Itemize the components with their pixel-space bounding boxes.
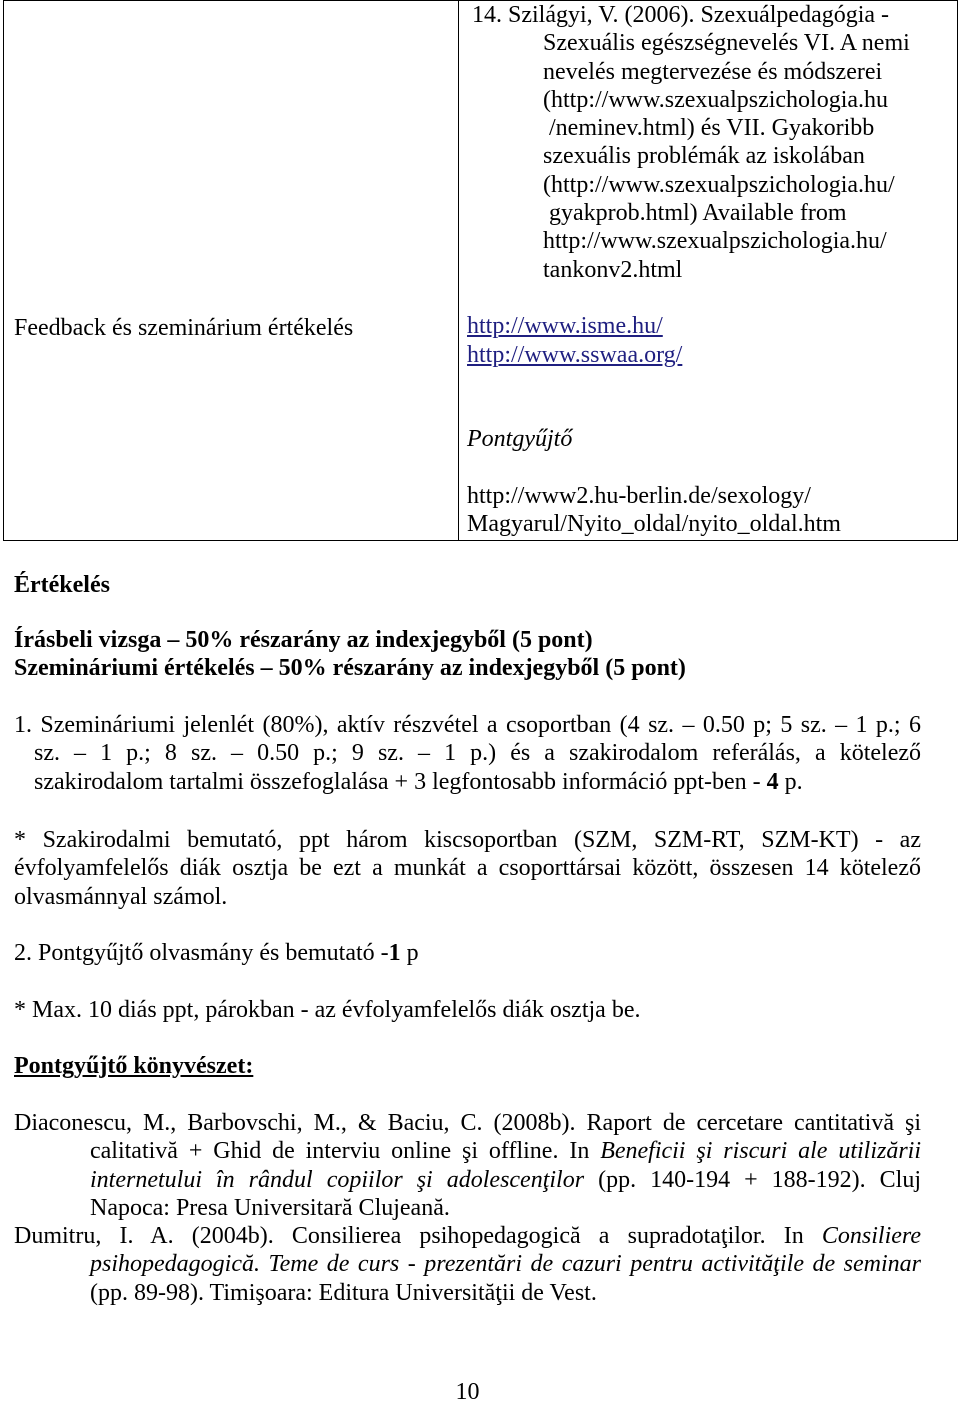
reference-line: http://www.szexualpszichologia.hu/	[543, 228, 887, 255]
bibliography-line	[90, 1166, 921, 1194]
reference-entry-14	[467, 1, 953, 284]
bibliography-text: Dumitru, I. A. (2004b). Consilierea psihopedagogică a supradotaţilor. In	[14, 1223, 822, 1249]
link-isme[interactable]: http://www.isme.hu/	[467, 313, 663, 340]
bibliography-line	[14, 1222, 921, 1250]
table-resources-cell	[467, 1, 953, 539]
link-sswaa[interactable]: http://www.sswaa.org/	[467, 341, 683, 368]
item-2-points: 1	[388, 940, 401, 966]
item-1-last-text: szakirodalom tartalmi összefoglalása + 3 legfontosabb információ ppt-ben -	[34, 768, 767, 795]
bibliography-book-title: Beneficii şi riscuri ale utilizării	[600, 1138, 921, 1165]
seminar-weight: Szemináriumi értékelés – 50% részarány az indexjegyből (5 pont)	[14, 655, 686, 682]
bibliography-line: psihopedagogică. Teme de curs - prezentări de cazuri pentru activităţile de seminar	[90, 1251, 921, 1278]
reference-line: (http://www.szexualpszichologia.hu/	[543, 171, 895, 198]
link-list	[467, 312, 953, 369]
berlin-url	[467, 482, 953, 539]
written-exam-weight: Írásbeli vizsga – 50% részarány az indexjegyből (5 pont)	[14, 627, 593, 653]
bibliography-text: (pp. 140-194 + 188-192). Cluj	[584, 1166, 921, 1193]
note-line: * Szakirodalmi bemutató, ppt három kiscsoportban (SZM, SZM-RT, SZM-KT) - az	[14, 827, 921, 853]
evaluation-note	[14, 826, 921, 911]
reference-line: szexuális problémák az iskolában	[543, 143, 865, 170]
bibliography-line: (pp. 89-98). Timişoara: Editura Universităţii de Vest.	[90, 1279, 597, 1306]
bibliography-book-title: internetului în rândul copiilor şi adolescenţilor	[90, 1166, 585, 1193]
item-1-line: sz. – 1 p.; 8 sz. – 0.50 p.; 9 sz. – 1 p.) és a szakirodalom referálás, a kötelező	[34, 740, 921, 767]
evaluation-item-2	[14, 939, 921, 967]
berlin-url-line: Magyarul/Nyito_oldal/nyito_oldal.htm	[467, 511, 841, 538]
bibliography-line	[90, 1137, 921, 1165]
table-column-divider	[458, 0, 459, 541]
note-line: évfolyamfelelős diák osztja be ezt a munkát a csoporttársai között, összesen 14 kötelező	[14, 855, 921, 882]
evaluation-heading: Értékelés	[14, 572, 110, 598]
reference-line: (http://www.szexualpszichologia.hu	[543, 86, 889, 113]
item-1-points: 4	[766, 768, 779, 795]
reference-line: Szexuális egészségnevelés VI. A nemi	[543, 30, 910, 57]
bibliography-line: Napoca: Presa Universitară Clujeană.	[90, 1194, 450, 1221]
evaluation-weights	[14, 626, 921, 683]
evaluation-item-1	[14, 711, 921, 796]
item-1-points-unit: p.	[778, 768, 803, 795]
table-row-label: Feedback és szeminárium értékelés	[14, 315, 354, 341]
reference-line: /neminev.html) és VII. Gyakoribb	[543, 115, 875, 142]
note-line: olvasmánnyal számol.	[14, 883, 228, 910]
max-slides-note: * Max. 10 diás ppt, párokban - az évfolyamfelelős diák osztja be.	[14, 997, 641, 1023]
bibliography-entry	[14, 1222, 921, 1307]
page-number: 10	[455, 1379, 480, 1405]
reference-line: tankonv2.html	[543, 256, 683, 283]
pontgyujto-heading: Pontgyűjtő	[467, 426, 573, 453]
bibliography-entry	[14, 1109, 921, 1222]
item-1-line: 1. Szemináriumi jelenlét (80%), aktív részvétel a csoportban (4 sz. – 0.50 p; 5 sz. – 1 p.; 6	[14, 712, 921, 738]
bibliography-text: calitativă + Ghid de interviu online şi offline. In	[90, 1138, 601, 1165]
reference-line: gyakprob.html) Available from	[543, 200, 847, 227]
item-2-points-unit: p	[400, 940, 419, 966]
reference-line: nevelés megtervezése és módszerei	[543, 58, 883, 85]
item-1-line	[34, 768, 921, 796]
bibliography-line: Diaconescu, M., Barbovschi, M., & Baciu, C. (2008b). Raport de cercetare cantitativă şi	[14, 1110, 921, 1136]
bibliography-heading	[14, 1052, 921, 1080]
berlin-url-line: http://www2.hu-berlin.de/sexology/	[467, 483, 811, 510]
bibliography-heading-text: Pontgyűjtő könyvészet:	[14, 1053, 254, 1079]
item-2-text: 2. Pontgyűjtő olvasmány és bemutató -	[14, 940, 389, 966]
bibliography-book-title: Consiliere	[821, 1223, 921, 1249]
reference-line: 14. Szilágyi, V. (2006). Szexuálpedagógia -	[472, 2, 890, 28]
